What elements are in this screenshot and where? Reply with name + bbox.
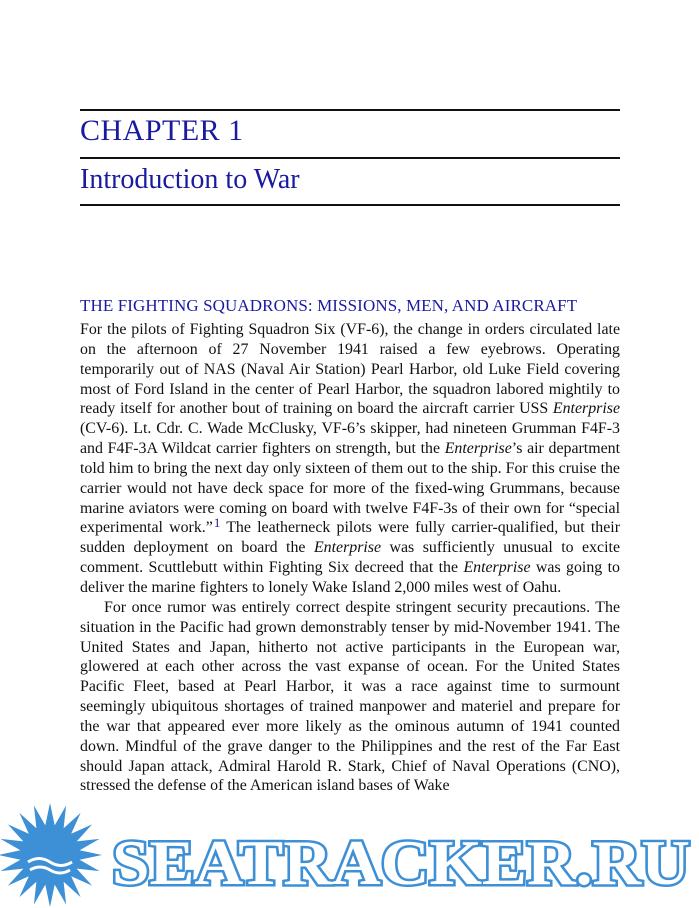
middle-rule [80,157,620,159]
bottom-rule [80,204,620,206]
body-text [80,320,620,796]
ship-name: Enterprise [444,440,512,458]
sun-icon [0,803,102,907]
top-rule [80,109,620,111]
paragraph-2: For once rumor was entirely correct despite stringent security precautions. The situation in the Pacific had grown demonstrably tenser by mid-November 1941. The United States and Japan, hitherto not active participants in the European war, glowered at each other across the vast expanse of ocean. For the United States Pacific Fleet, based at Pearl Harbor, it was a race against time to surmount seemingly ubiquitous shortages of trained manpower and materiel and prepare for the war that appeared ever more likely as the ominous autumn of 1941 counted down. Mindful of the grave danger to the Philippines and the rest of the Far East should Japan attack, Admiral Harold R. Stark, Chief of Naval Operations (CNO), stressed the defense of the American island bases of Wake [80,598,620,795]
chapter-title: Introduction to War [80,164,300,195]
text-run: was sufficiently unusual to excite comment. Scuttlebutt within Fighting Six decreed that the [80,539,620,577]
chapter-label: CHAPTER 1 [80,114,244,147]
section-heading: THE FIGHTING SQUADRONS: MISSIONS, MEN, AND AIRCRAFT [80,296,578,315]
footnote-link[interactable]: 1 [213,515,221,531]
ship-name: Enterprise [463,559,531,577]
text-run: The leatherneck pilots were fully carrier-qualified, but their sudden deployment on board the [80,519,620,557]
watermark-text: SEATRACKER.RU [112,827,690,898]
text-run: ’s air department told him to bring the next day only sixteen of them out to the ship. For this cruise the carrier would not have deck space for more of the fixed-wing Grummans, because marine aviators were coming on board with twelve F4F-3s of their own for “special experimental work.” [80,440,621,537]
paragraph-1 [80,320,620,598]
text-run: For the pilots of Fighting Squadron Six (VF-6), the change in orders circulated late on the afternoon of 27 November 1941 raised a few eyebrows. Operating temporarily out of NAS (Naval Air Station) Pearl Harbor, old Luke Field covering most of Ford Island in the center of Pearl Harbor, the squadron labored mightily to ready itself for another bout of training on board the aircraft carrier USS [80,321,620,418]
ship-name: Enterprise [552,400,620,418]
text-run: (CV-6). Lt. Cdr. C. Wade McClusky, VF-6’s skipper, had nineteen Grumman F4F-3 and F4F-3A Wildcat carrier fighters on strength, but the [80,420,620,458]
ship-name: Enterprise [313,539,382,557]
text-run: was going to deliver the marine fighters to lonely Wake Island 2,000 miles west of Oahu. [80,559,620,596]
watermark [0,800,699,908]
